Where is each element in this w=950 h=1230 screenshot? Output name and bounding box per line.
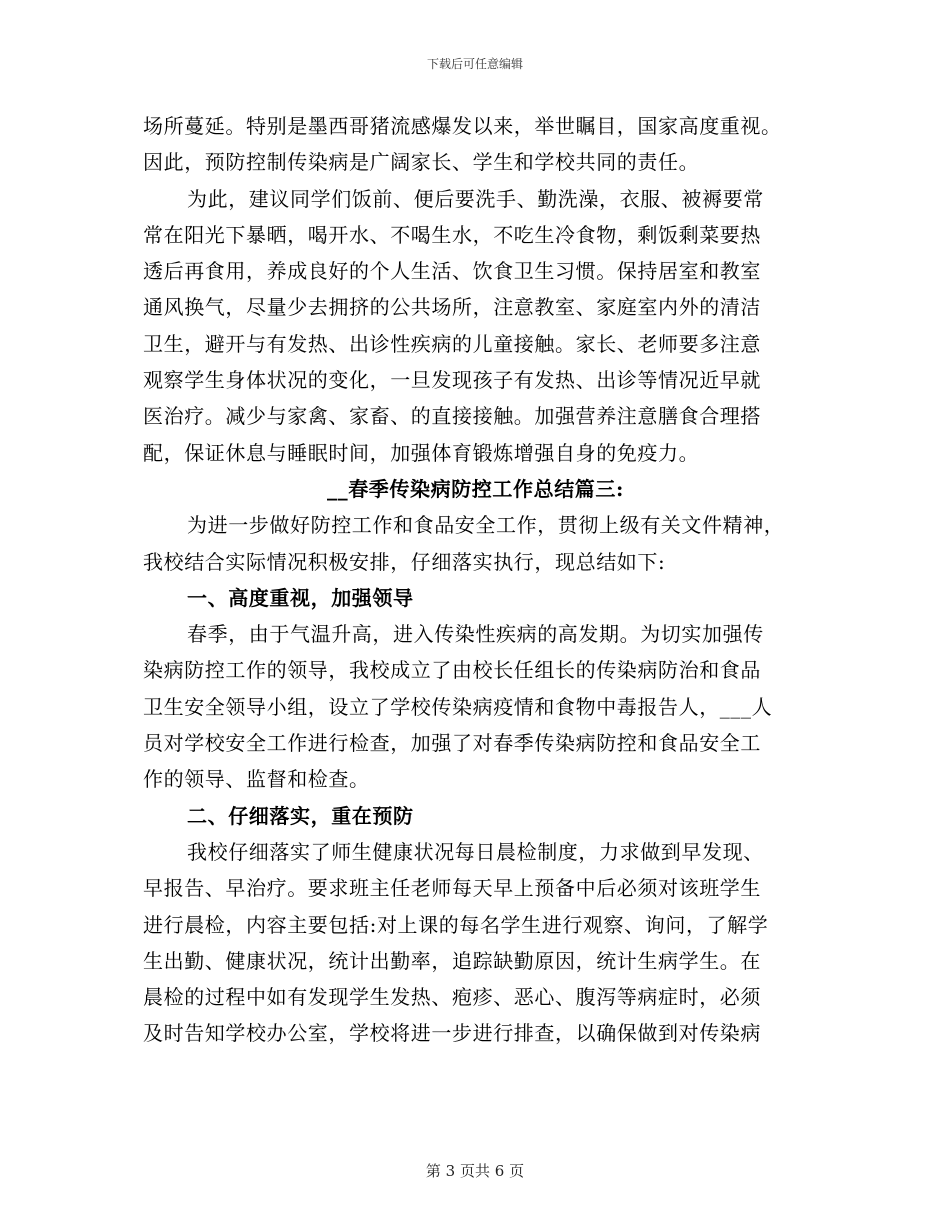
paragraph bbox=[143, 834, 808, 1052]
text-line: 晨检的过程中如有发现学生发热、疱疹、恶心、腹泻等病症时，必须 bbox=[143, 985, 761, 1010]
document-body bbox=[143, 108, 808, 1052]
text-line: 作的领导、监督和检查。 bbox=[143, 767, 370, 792]
section-title bbox=[143, 471, 808, 507]
text-line: 卫生，避开与有发热、出诊性疾病的儿童接触。家长、老师要多注意 bbox=[143, 331, 761, 356]
paragraph bbox=[143, 616, 808, 797]
text-line: 春季，由于气温升高，进入传染性疾病的高发期。为切实加强传 bbox=[187, 622, 764, 647]
section-heading bbox=[143, 580, 808, 616]
text-line: 我校结合实际情况积极安排，仔细落实执行，现总结如下: bbox=[143, 549, 666, 574]
text-line: 配，保证休息与睡眠时间，加强体育锻炼增强自身的免疫力。 bbox=[143, 440, 700, 465]
paragraph bbox=[143, 181, 808, 471]
text-line: 二、仔细落实，重在预防 bbox=[187, 803, 414, 828]
text-line: 为此，建议同学们饭前、便后要洗手、勤洗澡，衣服、被褥要常 bbox=[187, 186, 764, 211]
text-line: 员对学校安全工作进行检查，加强了对春季传染病防控和食品安全工 bbox=[143, 731, 761, 756]
paragraph bbox=[143, 108, 808, 181]
text-line: 因此，预防控制传染病是广阔家长、学生和学校共同的责任。 bbox=[143, 150, 700, 175]
text-line: 观察学生身体状况的变化，一旦发现孩子有发热、出诊等情况近早就 bbox=[143, 368, 761, 393]
text-line: 我校仔细落实了师生健康状况每日晨检制度，力求做到早发现、 bbox=[187, 839, 764, 864]
text-line: 场所蔓延。特别是墨西哥猪流感爆发以来，举世瞩目，国家高度重视。 bbox=[143, 114, 782, 138]
text-line: 透后再食用，养成良好的个人生活、饮食卫生习惯。保持居室和教室 bbox=[143, 259, 761, 284]
text-line: 早报告、早治疗。要求班主任老师每天早上预备中后必须对该班学生 bbox=[143, 876, 761, 901]
text-line: 及时告知学校办公室，学校将进一步进行排查，以确保做到对传染病 bbox=[143, 1021, 761, 1046]
text-line: 通风换气，尽量少去拥挤的公共场所，注意教室、家庭室内外的清洁 bbox=[143, 295, 761, 320]
text-line: 常在阳光下暴晒，喝开水、不喝生水，不吃生冷食物，剩饭剩菜要热 bbox=[143, 222, 761, 247]
text-line: 染病防控工作的领导，我校成立了由校长任组长的传染病防治和食品 bbox=[143, 658, 761, 683]
text-line: __春季传染病防控工作总结篇三: bbox=[327, 476, 624, 501]
section-heading bbox=[143, 798, 808, 834]
page-footer: 第 3 页共 6 页 bbox=[425, 1162, 525, 1180]
text-line: 进行晨检，内容主要包括:对上课的每名学生进行观察、询问，了解学 bbox=[143, 912, 769, 937]
page-header: 下载后可任意编辑 bbox=[426, 57, 523, 71]
text-line: 为进一步做好防控工作和食品安全工作，贯彻上级有关文件精神， bbox=[187, 513, 785, 538]
text-line: 一、高度重视，加强领导 bbox=[187, 585, 414, 610]
text-line: 医治疗。减少与家禽、家畜、的直接接触。加强营养注意膳食合理搭 bbox=[143, 404, 761, 429]
paragraph bbox=[143, 507, 808, 580]
text-line: 卫生安全领导小组，设立了学校传染病疫情和食物中毒报告人，___人 bbox=[143, 694, 773, 719]
text-line: 生出勤、健康状况，统计出勤率，追踪缺勤原因，统计生病学生。在 bbox=[143, 948, 761, 973]
